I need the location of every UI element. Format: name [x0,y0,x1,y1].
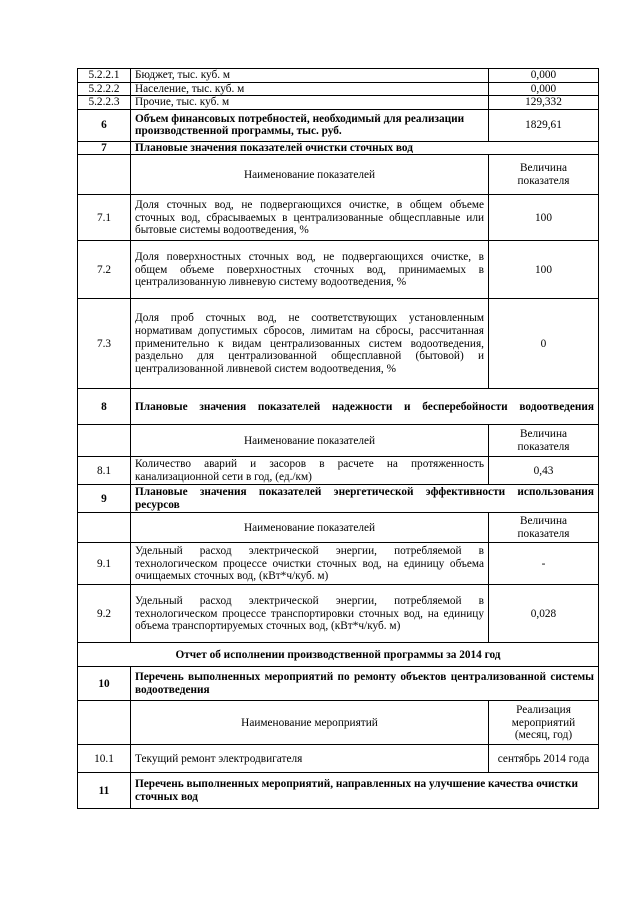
table-header-row [78,701,599,745]
row-number: 5.2.2.1 [78,69,131,83]
column-header-name: Наименование показателей [131,513,489,543]
empty-cell [78,701,131,745]
row-value: 0,000 [489,82,599,96]
row-label: Доля проб сточных вод, не соответствующих установленным нормативам допустимых сбросов, лимитам на сбросы, рассчитанная применительно к видам централизованных систем водоотведения, раздельно для централизованной общесплавной (бытовой) и централизованной ливневой систем водоотведения, % [131,299,489,389]
row-number: 7.1 [78,195,131,241]
row-value: - [489,543,599,585]
row-value: 100 [489,195,599,241]
column-header-name: Наименование показателей [131,425,489,457]
section-title: Плановые значения показателей надежности и бесперебойности водоотведения [131,389,599,425]
empty-cell [78,155,131,195]
table-row [78,745,599,773]
section-number: 9 [78,485,131,513]
section-title: Объем финансовых потребностей, необходимый для реализации производственной программы, тыс. руб. [131,109,489,141]
row-label: Удельный расход электрической энергии, потребляемой в технологическом процессе транспортировки сточных вод, на единицу объема транспортируемых сточных вод, (кВт*ч/куб. м) [131,585,489,643]
row-number: 8.1 [78,457,131,485]
column-header-value: Величина показателя [489,425,599,457]
table-row [78,299,599,389]
empty-cell [78,425,131,457]
row-number: 10.1 [78,745,131,773]
row-number: 5.2.2.3 [78,96,131,110]
column-header-name: Наименование показателей [131,155,489,195]
row-value: 129,332 [489,96,599,110]
table-row [78,389,599,425]
section-title: Перечень выполненных мероприятий по ремонту объектов централизованной системы водоотведения [131,667,599,701]
table-row [78,667,599,701]
table-row [78,241,599,299]
section-title: Плановые значения показателей очистки сточных вод [131,141,599,155]
table-row [78,96,599,110]
row-label: Прочие, тыс. куб. м [131,96,489,110]
table-row [78,109,599,141]
row-value: 0,028 [489,585,599,643]
row-number: 9.1 [78,543,131,585]
section-number: 10 [78,667,131,701]
row-number: 7.3 [78,299,131,389]
row-value: 100 [489,241,599,299]
row-label: Текущий ремонт электродвигателя [131,745,489,773]
report-title: Отчет об исполнении производственной программы за 2014 год [78,643,599,667]
section-title: Плановые значения показателей энергетической эффективности использования ресурсов [131,485,599,513]
row-label: Население, тыс. куб. м [131,82,489,96]
table-row [78,69,599,83]
section-number: 7 [78,141,131,155]
table-row [78,773,599,809]
column-header-value: Величина показателя [489,513,599,543]
row-value: 1829,61 [489,109,599,141]
table-row [78,457,599,485]
table-header-row [78,155,599,195]
row-label: Доля поверхностных сточных вод, не подвергающихся очистке, в общем объеме поверхностных сточных вод, принимаемых в централизованную ливневую систему водоотведения, % [131,241,489,299]
table-row [78,82,599,96]
section-number: 11 [78,773,131,809]
table-row [78,585,599,643]
row-value: 0 [489,299,599,389]
row-label: Удельный расход электрической энергии, потребляемой в технологическом процессе очистки сточных вод, на единицу объема очищаемых сточных вод, (кВт*ч/куб. м) [131,543,489,585]
document-table [77,68,599,809]
row-label: Количество аварий и засоров в расчете на протяженность канализационной сети в год, (ед./км) [131,457,489,485]
row-number: 5.2.2.2 [78,82,131,96]
row-label: Доля сточных вод, не подвергающихся очистке, в общем объеме сточных вод, сбрасываемых в централизованные общесплавные или бытовые системы водоотведения, % [131,195,489,241]
row-value: сентябрь 2014 года [489,745,599,773]
section-title: Перечень выполненных мероприятий, направленных на улучшение качества очистки сточных вод [131,773,599,809]
column-header-value: Величина показателя [489,155,599,195]
column-header-name: Наименование мероприятий [131,701,489,745]
table-row [78,195,599,241]
empty-cell [78,513,131,543]
column-header-value: Реализация мероприятий (месяц, год) [489,701,599,745]
table-row [78,485,599,513]
row-number: 7.2 [78,241,131,299]
table-row [78,141,599,155]
row-number: 9.2 [78,585,131,643]
row-label: Бюджет, тыс. куб. м [131,69,489,83]
table-row [78,543,599,585]
table-header-row [78,513,599,543]
section-number: 8 [78,389,131,425]
row-value: 0,000 [489,69,599,83]
section-number: 6 [78,109,131,141]
table-row [78,643,599,667]
row-value: 0,43 [489,457,599,485]
table-header-row [78,425,599,457]
